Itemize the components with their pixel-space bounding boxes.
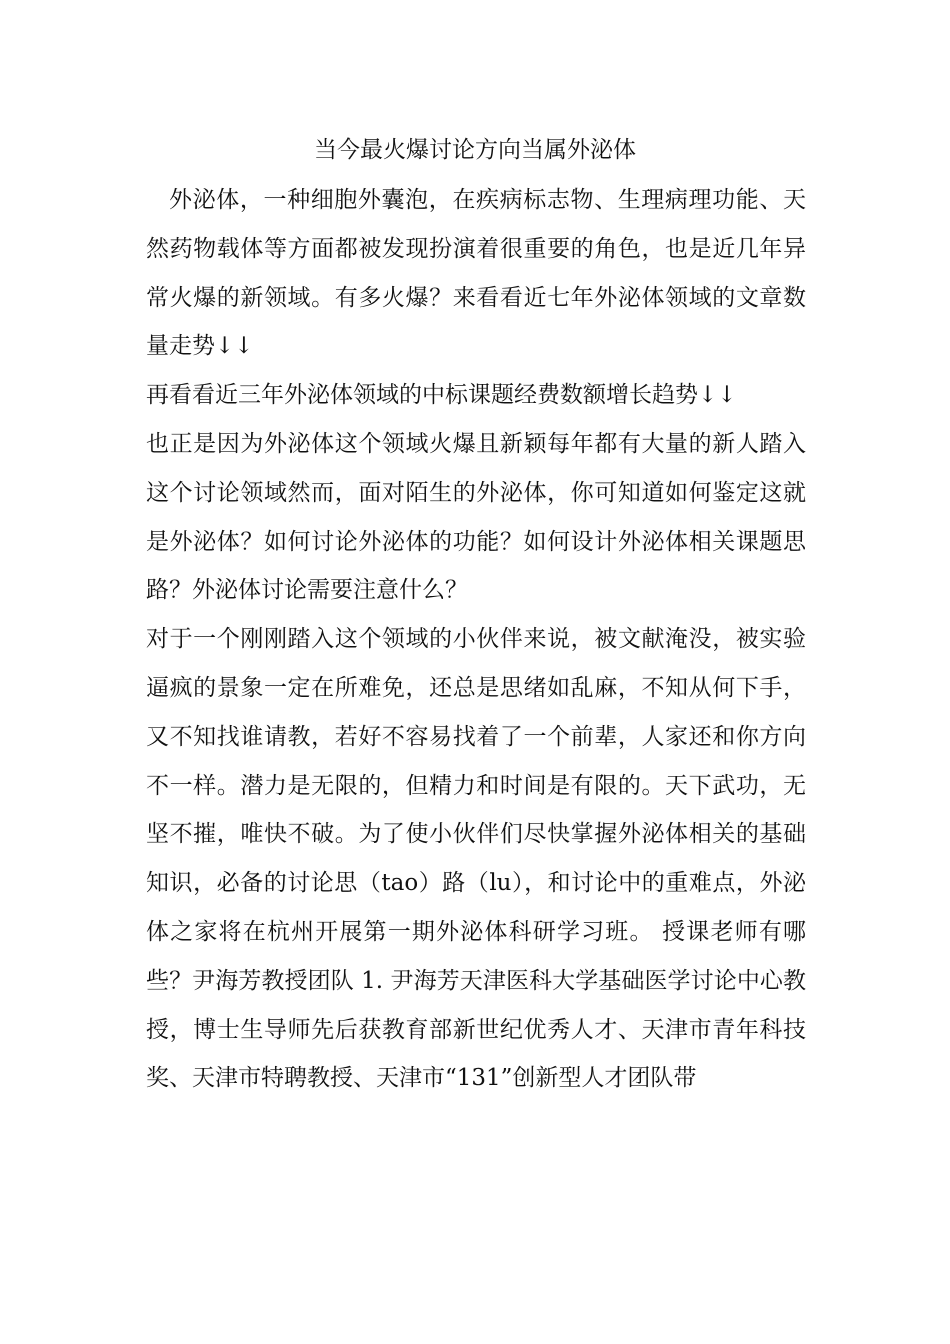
paragraph-questions: 也正是因为外泌体这个领域火爆且新颖每年都有大量的新人踏入这个讨论领域然而，面对陌生的外泌体，你可知道如何鉴定这就是外泌体？如何讨论外泌体的功能？如何设计外泌体相关课题思路？外泌体讨论需要注意什么？	[146, 430, 806, 604]
paragraph-funding: 再看看近三年外泌体领域的中标课题经费数额增长趋势↓↓	[146, 382, 737, 409]
paragraph-intro: 外泌体，一种细胞外囊泡，在疾病标志物、生理病理功能、天然药物载体等方面都被发现扮演着很重要的角色，也是近几年异常火爆的新领域。有多火爆？来看看近七年外泌体领域的文章数量走势↓↓	[146, 187, 806, 360]
paragraph-course: 对于一个刚刚踏入这个领域的小伙伴来说，被文献淹没，被实验逼疯的景象一定在所难免，还总是思绪如乱麻，不知从何下手，又不知找谁请教，若好不容易找着了一个前辈，人家还和你方向不一样。潜力是无限的，但精力和时间是有限的。天下武功，无坚不摧，唯快不破。为了使小伙伴们尽快掌握外泌体相关的基础知识，必备的讨论思（tao）路（lu），和讨论中的重难点，外泌体之家将在杭州开展第一期外泌体科研学习班。 授课老师有哪些？尹海芳教授团队 1. 尹海芳天津医科大学基础医学讨论中心教授，博士生导师先后获教育部新世纪优秀人才、天津市青年科技奖、天津市特聘教授、天津市“131”创新型人才团队带	[146, 626, 806, 1092]
document-body	[146, 176, 806, 1103]
document-title: 当今最火爆讨论方向当属外泌体	[314, 137, 636, 163]
